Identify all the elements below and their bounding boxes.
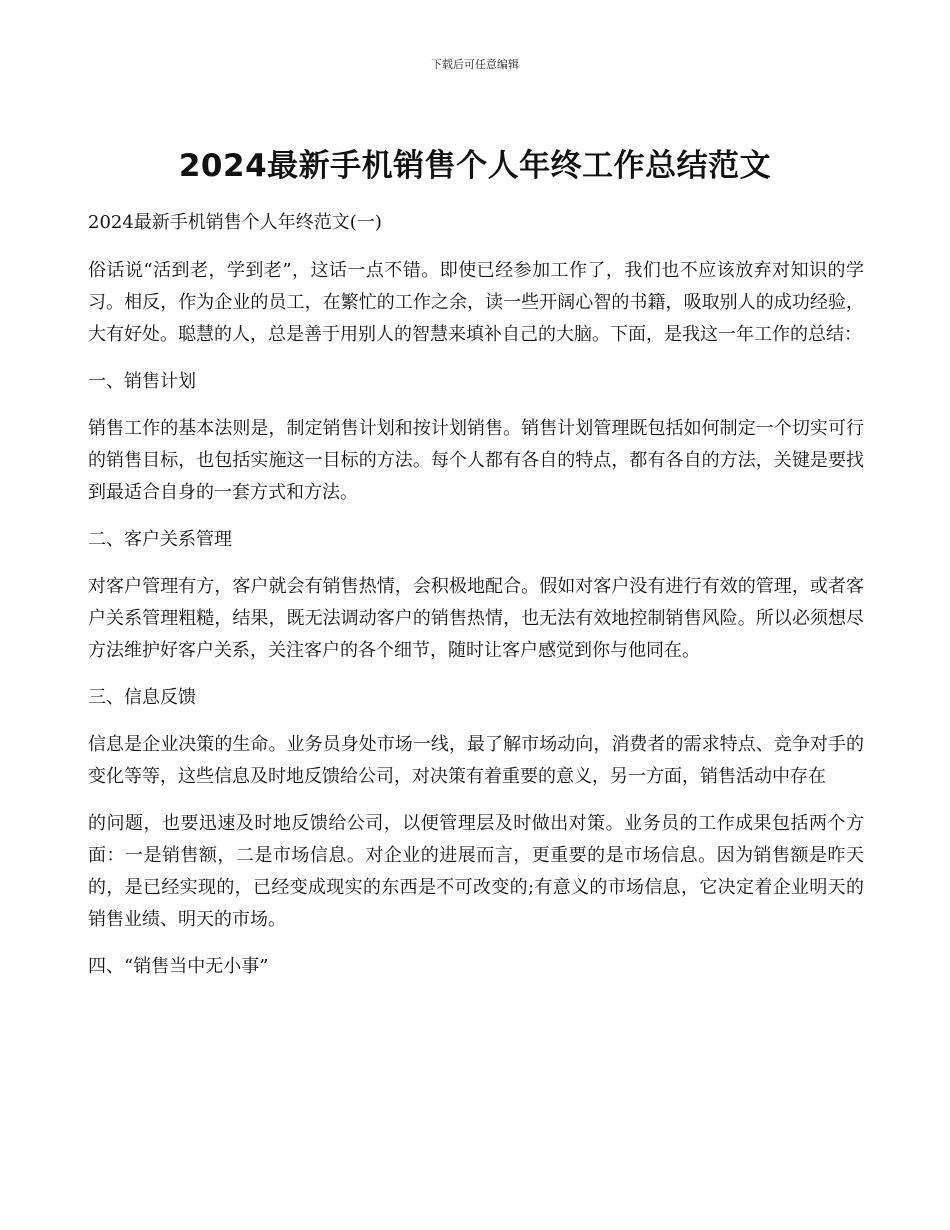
section-heading-customer-relations: 二、客户关系管理 (88, 529, 232, 550)
document-title: 2024最新手机销售个人年终工作总结范文 (178, 148, 772, 184)
feedback-paragraph-part2: 的问题，也要迅速及时地反馈给公司，以便管理层及时做出对策。业务员的工作成果包括两个方面：一是销售额，二是市场信息。对企业的进展而言，更重要的是市场信息。因为销售额是昨天的，是已经实现的，已经变成现实的东西是不可改变的;有意义的市场信息，它决定着企业明天的销售业绩、明天的市场。 (88, 813, 864, 930)
document-body (88, 207, 864, 998)
section-heading-sales-plan: 一、销售计划 (88, 371, 196, 392)
section-heading-no-small-matters: 四、“销售当中无小事” (88, 956, 269, 977)
header-note: 下载后可任意编辑 (431, 58, 519, 71)
feedback-paragraph-part1: 信息是企业决策的生命。业务员身处市场一线，最了解市场动向，消费者的需求特点、竞争对手的变化等等，这些信息及时地反馈给公司，对决策有着重要的意义，另一方面，销售活动中存在 (88, 734, 864, 787)
sales-plan-paragraph: 销售工作的基本法则是，制定销售计划和按计划销售。销售计划管理既包括如何制定一个切实可行的销售目标，也包括实施这一目标的方法。每个人都有各自的特点，都有各自的方法，关键是要找到最适合自身的一套方式和方法。 (88, 418, 864, 503)
section-heading-feedback: 三、信息反馈 (88, 687, 196, 708)
document-subtitle: 2024最新手机销售个人年终范文(一) (88, 212, 382, 233)
intro-paragraph: 俗话说“活到老，学到老”，这话一点不错。即使已经参加工作了，我们也不应该放弃对知识的学习。相反，作为企业的员工，在繁忙的工作之余，读一些开阔心智的书籍，吸取别人的成功经验，大有好处。聪慧的人，总是善于用别人的智慧来填补自己的大脑。下面，是我这一年工作的总结： (88, 260, 864, 345)
customer-relations-paragraph: 对客户管理有方，客户就会有销售热情，会积极地配合。假如对客户没有进行有效的管理，或者客户关系管理粗糙，结果，既无法调动客户的销售热情，也无法有效地控制销售风险。所以必须想尽方法维护好客户关系，关注客户的各个细节，随时让客户感觉到你与他同在。 (88, 576, 864, 661)
